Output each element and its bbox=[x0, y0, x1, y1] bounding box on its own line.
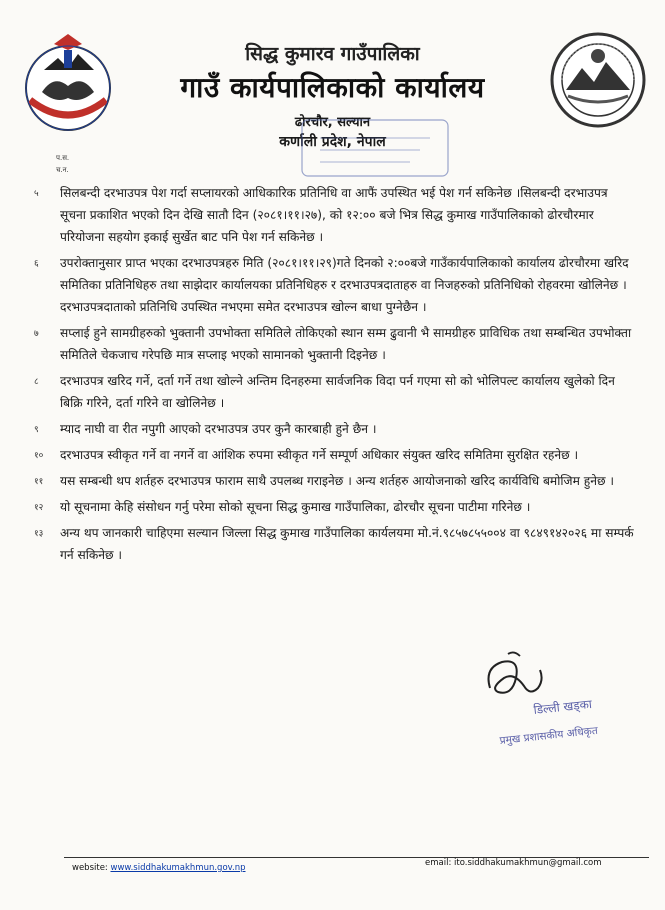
list-item bbox=[34, 470, 634, 492]
office-title: गाउँ कार्यपालिकाको कार्यालय bbox=[180, 71, 485, 104]
list-item bbox=[34, 322, 634, 366]
footer-email bbox=[425, 858, 602, 868]
dispatch-number-label: च.न. bbox=[56, 166, 69, 174]
list-item bbox=[34, 444, 634, 466]
signatory-title: प्रमुख प्रशासकीय अधिकृत bbox=[499, 724, 599, 747]
ref-number-label: प.स. bbox=[56, 154, 70, 162]
item-number: १२ bbox=[34, 503, 44, 513]
item-text: म्याद नाघी वा रीत नपुगी आएको दरभाउपत्र उपर कुनै कारबाही हुने छैन । bbox=[60, 422, 377, 436]
footer-website bbox=[72, 863, 246, 873]
office-province: कर्णाली प्रदेश, नेपाल bbox=[279, 134, 386, 150]
nepal-emblem-icon bbox=[14, 30, 122, 138]
item-number: ९ bbox=[34, 425, 39, 435]
office-location: ढोरचौर, सल्यान bbox=[294, 115, 371, 130]
signatory-stamp bbox=[486, 690, 646, 756]
list-item bbox=[34, 182, 634, 248]
item-number: ६ bbox=[34, 259, 39, 269]
item-number: ११ bbox=[34, 477, 44, 487]
item-number: ८ bbox=[34, 377, 39, 387]
item-number: ५ bbox=[34, 189, 39, 199]
list-item bbox=[34, 496, 634, 518]
reference-block bbox=[56, 152, 69, 176]
municipality-name: सिद्ध कुमारव गाउँपालिका bbox=[245, 43, 420, 65]
website-label: website: bbox=[72, 863, 108, 873]
email-label: email: bbox=[425, 858, 452, 868]
item-text: सप्लाई हुने सामग्रीहरुको भुक्तानी उपभोक्ता समितिले तोकिएको स्थान सम्म ढुवानी भै सामग्रीहरु प्राविधिक तथा सम्बन्धित उपभोक्ता समितिले चेकजाच गरेपछि मात्र सप्लाइ भएको सामानको भुक्तानी दिइनेछ । bbox=[60, 326, 632, 362]
item-text: उपरोक्तानुसार प्राप्त भएका दरभाउपत्रहरु मिति (२०८१।११।२९)गते दिनको २:००बजे गाउँकार्यपालिकाको कार्यालय ढोरचौरमा खरिद समितिका प्रतिनिधिहरु तथा साझेदार कार्यालयका प्रतिनिधिहरु र दरभाउपत्रदाताहरु वा निजहरुको प्रतिनिधिको रोहवरमा खोलिनेछ । दरभाउपत्रदाताको प्रतिनिधि उपस्थित नभएमा समेत दरभाउपत्र खोल्न बाधा पुग्नेछैन । bbox=[60, 256, 629, 314]
item-number: १० bbox=[34, 451, 44, 461]
list-item bbox=[34, 252, 634, 318]
email-address[interactable]: ito.siddhakumakhmun@gmail.com bbox=[454, 858, 602, 868]
notice-items bbox=[34, 182, 634, 570]
item-text: यो सूचनामा केहि संसोधन गर्नु परेमा सोको सूचना सिद्ध कुमाख गाउँपालिका, ढोरचौर सूचना पाटीमा गरिनेछ । bbox=[60, 500, 531, 514]
list-item bbox=[34, 370, 634, 414]
item-text: सिलबन्दी दरभाउपत्र पेश गर्दा सप्लायरको आधिकारिक प्रतिनिधि वा आफैं उपस्थित भई पेश गर्न सकिनेछ ।सिलबन्दी दरभाउपत्र सूचना प्रकाशित भएको दिन देखि सातौ दिन (२०८१।११।२७), को १२:०० बजे भित्र सिद्ध कुमाख गाउँपालिकाको ढोरचौरमार परियोजना सहयोग इकाई सुर्खेत बाट पनि पेश गर्न सकिनेछ । bbox=[60, 186, 608, 244]
item-number: ७ bbox=[34, 329, 39, 339]
list-item bbox=[34, 418, 634, 440]
website-link[interactable]: www.siddhakumakhmun.gov.np bbox=[110, 863, 246, 873]
signatory-name: डिल्ली खड्का bbox=[532, 696, 593, 717]
item-text: यस सम्बन्धी थप शर्तहरु दरभाउपत्र फाराम साथै उपलब्ध गराइनेछ । अन्य शर्तहरु आयोजनाको खरिद कार्यविधि बमोजिम हुनेछ । bbox=[60, 474, 615, 488]
office-stamp-icon bbox=[300, 118, 450, 178]
item-text: अन्य थप जानकारी चाहिएमा सल्यान जिल्ला सिद्ध कुमाख गाउँपालिका कार्यलयमा मो.नं.९८५७८५५००४ वा ९८४९१४२०२६ मा सम्पर्क गर्न सकिनेछ । bbox=[60, 526, 634, 562]
item-text: दरभाउपत्र खरिद गर्ने, दर्ता गर्ने तथा खोल्ने अन्तिम दिनहरुमा सार्वजनिक विदा पर्न गएमा सो को भोलिपल्ट कार्यालय खुलेको दिन बिक्रि गरिने, दर्ता गरिने वा खोलिनेछ । bbox=[60, 374, 615, 410]
item-text: दरभाउपत्र स्वीकृत गर्ने वा नगर्ने वा आंशिक रुपमा स्वीकृत गर्ने सम्पूर्ण अधिकार संयुक्त खरिद समितिमा सुरक्षित रहनेछ । bbox=[60, 448, 579, 462]
municipality-logo-icon bbox=[548, 30, 648, 130]
list-item bbox=[34, 522, 634, 566]
item-number: १३ bbox=[34, 529, 44, 539]
